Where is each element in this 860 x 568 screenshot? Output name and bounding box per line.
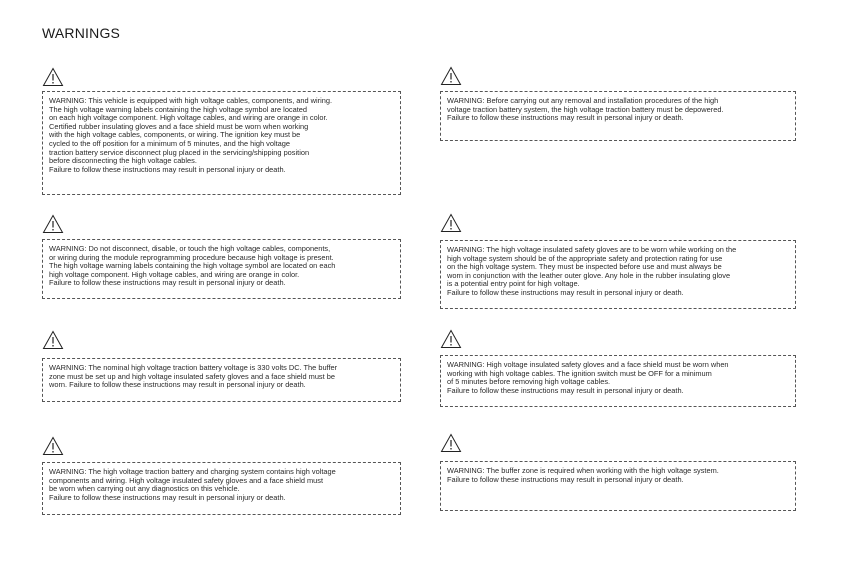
warning-line: WARNING: This vehicle is equipped with high voltage cables, components, and wiring. bbox=[49, 96, 333, 105]
warning-line: before disconnecting the high voltage cables. bbox=[49, 156, 197, 166]
warning-box bbox=[440, 240, 796, 309]
warning-line: Failure to follow these instructions may result in personal injury or death. bbox=[447, 113, 684, 123]
warning-triangle-icon bbox=[440, 66, 462, 86]
warning-line: worn. Failure to follow these instructions may result in personal injury or death. bbox=[49, 380, 306, 390]
warning-line: working with high voltage cables. The ignition switch must be OFF for a minimum bbox=[447, 368, 712, 378]
warning-line: WARNING: Before carrying out any removal and installation procedures of the high bbox=[447, 96, 719, 105]
warning-line: be worn when carrying out any diagnostics on this vehicle. bbox=[49, 484, 240, 494]
warning-line: Failure to follow these instructions may result in personal injury or death. bbox=[447, 474, 684, 484]
warning-line: on the high voltage system. They must be inspected before use and must always be bbox=[447, 262, 722, 272]
warning-triangle-icon bbox=[440, 329, 462, 349]
warning-line: WARNING: The buffer zone is required when working with the high voltage system. bbox=[447, 466, 719, 475]
warning-line: WARNING: Do not disconnect, disable, or touch the high voltage cables, components, bbox=[49, 244, 331, 253]
warning-box bbox=[440, 355, 796, 407]
warning-line: with the high voltage cables, components, or wiring. The ignition key must be bbox=[49, 130, 301, 140]
warning-line: or wiring during the module reprogramming procedure because high voltage is present. bbox=[49, 252, 334, 262]
warning-line: high voltage system should be of the appropriate safety and protection rating for use bbox=[447, 253, 723, 263]
warning-box bbox=[42, 462, 401, 515]
warning-line: is a potential entry point for high voltage. bbox=[447, 279, 580, 289]
warning-triangle-icon bbox=[440, 213, 462, 233]
warning-line: WARNING: High voltage insulated safety gloves and a face shield must be worn when bbox=[447, 360, 729, 369]
warning-line: WARNING: The nominal high voltage traction battery voltage is 330 volts DC. The buffer bbox=[49, 363, 338, 372]
warning-line: The high voltage warning labels containing the high voltage symbol are located bbox=[49, 104, 308, 114]
warning-line: high voltage component. High voltage cables, and wiring are orange in color. bbox=[49, 269, 300, 279]
warning-box bbox=[42, 239, 401, 299]
warning-line: components and wiring. High voltage insulated safety gloves and a face shield must bbox=[49, 475, 324, 485]
warning-triangle-icon bbox=[42, 330, 64, 350]
warning-line: cycled to the off position for a minimum of 5 minutes, and the high voltage bbox=[49, 138, 291, 148]
warning-line: WARNING: The high voltage insulated safety gloves are to be worn while working on the bbox=[447, 245, 737, 254]
warning-line: Failure to follow these instructions may result in personal injury or death. bbox=[49, 492, 286, 502]
warning-box bbox=[440, 91, 796, 141]
warning-line: WARNING: The high voltage traction battery and charging system contains high voltage bbox=[49, 467, 336, 476]
warning-line: Failure to follow these instructions may result in personal injury or death. bbox=[447, 385, 684, 395]
warning-line: of 5 minutes before removing high voltage cables. bbox=[447, 377, 611, 387]
warning-box bbox=[440, 461, 796, 511]
warning-triangle-icon bbox=[440, 433, 462, 453]
warning-triangle-icon bbox=[42, 67, 64, 87]
warning-line: Failure to follow these instructions may result in personal injury or death. bbox=[447, 287, 684, 297]
warning-line: zone must be set up and high voltage insulated safety gloves and a face shield must be bbox=[49, 371, 335, 381]
warning-line: Failure to follow these instructions may result in personal injury or death. bbox=[49, 278, 286, 288]
warning-line: on each high voltage component. High voltage cables, and wiring are orange in color. bbox=[49, 113, 328, 123]
warning-line: voltage traction battery system, the high voltage traction battery must be depowered. bbox=[447, 104, 724, 114]
warning-line: Certified rubber insulating gloves and a face shield must be worn when working bbox=[49, 121, 309, 131]
warning-line: traction battery service disconnect plug placed in the servicing/shipping position bbox=[49, 147, 310, 157]
warning-triangle-icon bbox=[42, 214, 64, 234]
warning-triangle-icon bbox=[42, 436, 64, 456]
warning-box bbox=[42, 358, 401, 402]
warning-line: worn in conjunction with the leather outer glove. Any hole in the rubber insulating glove bbox=[447, 270, 731, 280]
page-title: WARNINGS bbox=[42, 25, 121, 41]
warning-line: The high voltage warning labels containing the high voltage symbol are located on each bbox=[49, 261, 336, 271]
warning-line: Failure to follow these instructions may result in personal injury or death. bbox=[49, 164, 286, 174]
warning-box bbox=[42, 91, 401, 195]
